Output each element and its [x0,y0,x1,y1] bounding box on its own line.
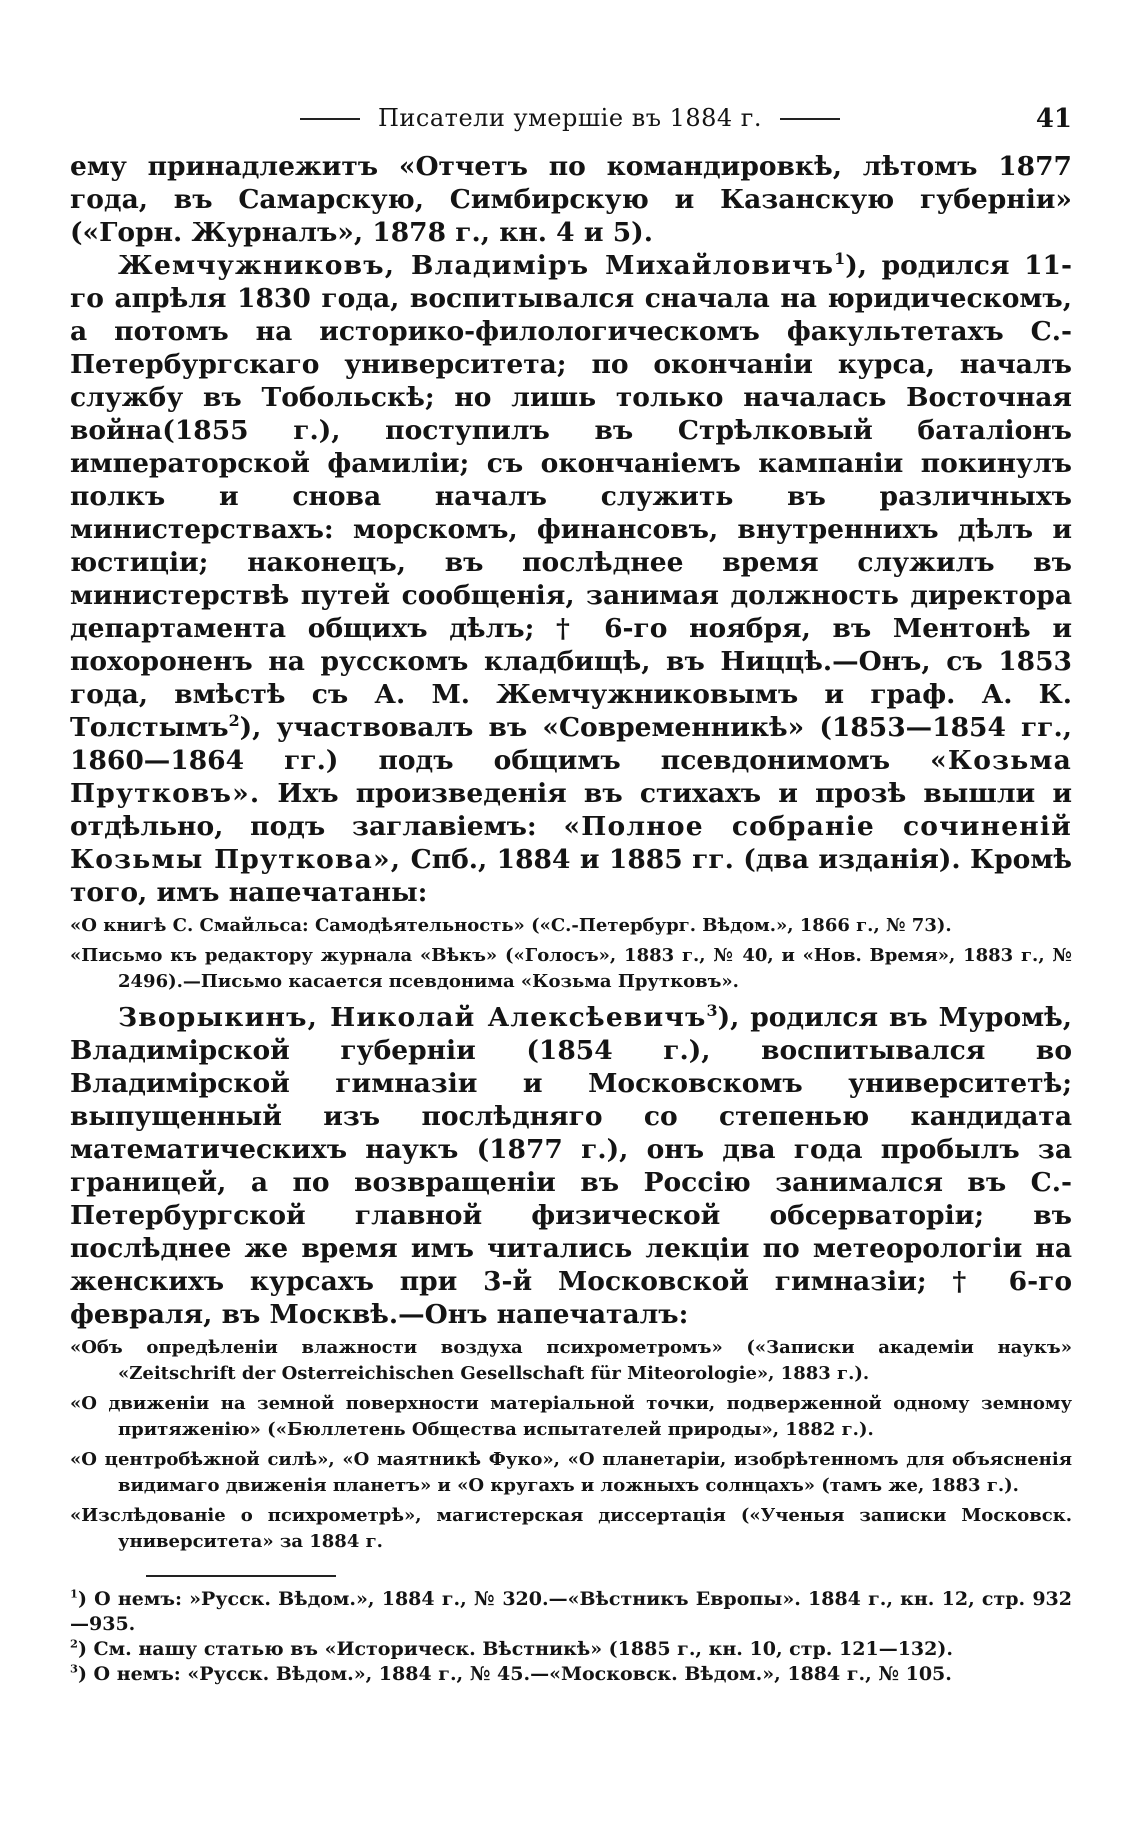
page-number: 41 [1035,104,1072,134]
header-dash-left [300,118,360,120]
entry-zvorykin [70,1001,1072,1331]
footnote-text: ) См. нашу статью въ «Историческ. Вѣстникѣ» (1885 г., кн. 10, стр. 121—132). [77,1638,953,1660]
entry-text: Спб., 1884 и 1885 гг. (два изданія). Кромѣ того, имъ напечатаны: [70,844,1073,908]
bibliography-item: «Объ опредѣленіи влажности воздуха психрометромъ» («Записки академіи наукъ» «Zeitschrift der Osterreichischen Gesellschaft für Miteorologie», 1883 г.). [70,1337,1072,1384]
footnote-text: ) О немъ: »Русск. Вѣдом.», 1884 г., № 320.—«Вѣстникъ Европы». 1884 г., кн. 12, стр. 932—935. [70,1588,1072,1635]
entry-text: ), участвовалъ въ «Современникѣ» (1853—1854 гг., 1860—1864 гг.) подъ общимъ псевдонимомъ [70,712,1072,776]
running-title: Писатели умершіе въ 1884 г. [377,104,763,132]
footnote [70,1587,1072,1637]
pseudonym: «Козьма Прутковъ». [70,745,1072,809]
entry-name: Зворыкинъ, Николай Алексѣевичъ [118,1002,707,1033]
footnote-divider [146,1575,336,1577]
entry-text: Ихъ произведенія въ стихахъ и прозѣ вышли и отдѣльно, подъ заглавіемъ: [70,778,1072,842]
bibliography-zhemchuzhnikov [70,913,1072,995]
footnote-text: ) О немъ: «Русск. Вѣдом.», 1884 г., № 45.—«Московск. Вѣдом.», 1884 г., № 105. [77,1663,952,1685]
footnote-ref: 2 [228,711,240,731]
bibliography-item: «Письмо къ редактору журнала «Вѣкъ» («Голосъ», 1883 г., № 40, и «Нов. Время», 1883 г., № 2496).—Письмо касается псевдонима «Козьма Прутковъ». [70,945,1072,992]
footnotes [70,1587,1072,1687]
footnote-ref: 3 [706,1001,718,1021]
footnote-ref: 1 [834,249,846,269]
footnote [70,1637,1072,1662]
footnote-mark: 1 [70,1586,78,1601]
bibliography-item: «Изслѣдованіе о психрометрѣ», магистерская диссертація («Ученыя записки Московск. университета» за 1884 г. [70,1505,1072,1552]
footnote-mark: 3 [70,1661,78,1676]
running-header [68,104,1072,132]
entry-text: ), родился 11-го апрѣля 1830 года, воспитывался сначала на юридическомъ, а потомъ на историко-филологическомъ факультетахъ С.-Петербургскаго университета; по окончаніи курса, началъ службу въ Тобольскѣ; но лишь только началась Восточная война(1855 г.), поступилъ въ Стрѣлковый баталіонъ императорской фамиліи; съ окончаніемъ кампаніи покинулъ полкъ и снова началъ служить въ различныхъ министерствахъ: морскомъ, финансовъ, внутреннихъ дѣлъ и юстиціи; наконецъ, въ послѣднее время служилъ въ министерствѣ путей сообщенія, занимая должность директора департамента общихъ дѣлъ; † 6-го ноября, въ Ментонѣ и похороненъ на русскомъ кладбищѣ, въ Ниццѣ.—Онъ, съ 1853 года, вмѣстѣ съ А. М. Жемчужниковымъ и граф. А. К. Толстымъ [70,250,1072,743]
header-dash-right [780,118,840,120]
bibliography-item: «О центробѣжной силѣ», «О маятникѣ Фуко», «О планетаріи, изобрѣтенномъ для объясненія видимаго движенія планетъ» и «О кругахъ и ложныхъ солнцахъ» (тамъ же, 1883 г.). [70,1449,1072,1496]
footnote-mark: 2 [70,1636,78,1651]
entry-text: ), родился въ Муромѣ, Владимірской губерніи (1854 г.), воспитывался во Владимірской гимназіи и Московскомъ университетѣ; выпущенный изъ послѣдняго со степенью кандидата математическихъ наукъ (1877 г.), онъ два года пробылъ за границей, а по возвращеніи въ Россію занимался въ С.-Петербургской главной физической обсерваторіи; въ послѣднее же время имъ читались лекціи по метеорологіи на женскихъ курсахъ при 3-й Московской гимназіи; † 6-го февраля, въ Москвѣ.—Онъ напечаталъ: [70,1002,1072,1330]
bibliography-item: «О книгѣ С. Смайльса: Самодѣятельность» («С.-Петербург. Вѣдом.», 1866 г., № 73). [70,915,952,936]
main-text [70,150,1072,1687]
collection-title: «Полное собраніе сочиненій Козьмы Пруткова», [70,811,1072,875]
bibliography-item: «О движеніи на земной поверхности матеріальной точки, подверженной одному земному притяженію» («Бюллетень Общества испытателей природы», 1882 г.). [70,1393,1072,1440]
entry-zhemchuzhnikov [70,249,1072,909]
footnote [70,1662,1072,1687]
bibliography-zvorykin [70,1335,1072,1555]
entry-name: Жемчужниковъ, Владиміръ Михайловичъ [118,250,835,281]
continuation-paragraph: ему принадлежитъ «Отчетъ по командировкѣ, лѣтомъ 1877 года, въ Самарскую, Симбирскую и Казанскую губерніи» («Горн. Журналъ», 1878 г., кн. 4 и 5). [70,151,1072,248]
